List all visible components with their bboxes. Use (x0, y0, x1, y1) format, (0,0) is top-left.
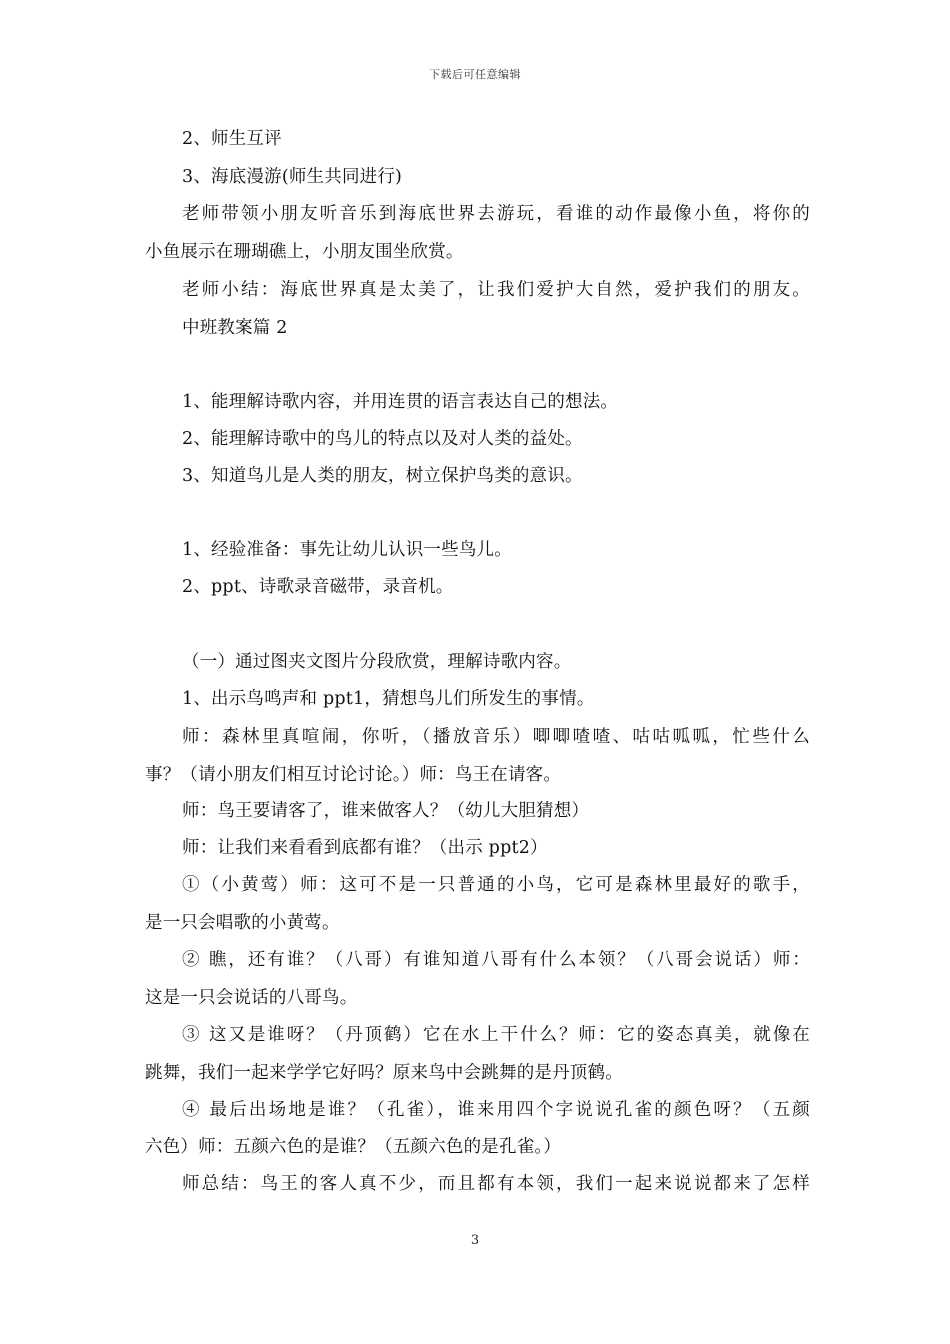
paragraph-line: 跳舞，我们一起来学学它好吗？原来鸟中会跳舞的是丹顶鹤。 (145, 1063, 623, 1083)
page-number: 3 (470, 1233, 480, 1248)
list-item: 1、能理解诗歌内容，并用连贯的语言表达自己的想法。 (182, 392, 619, 412)
list-item: 1、出示鸟鸣声和 ppt1，猜想鸟儿们所发生的事情。 (182, 689, 595, 709)
subsection-title: （一）通过图夹文图片分段欣赏，理解诗歌内容。 (182, 652, 572, 672)
list-item: 1、经验准备：事先让幼儿认识一些鸟儿。 (182, 540, 512, 560)
paragraph-line: ② 瞧，还有谁？（八哥）有谁知道八哥有什么本领？（八哥会说话）师： (182, 950, 810, 970)
paragraph-line: 事？（请小朋友们相互讨论讨论。）师：鸟王在请客。 (145, 765, 562, 785)
paragraph-line: ①（小黄莺）师：这可不是一只普通的小鸟，它可是森林里最好的歌手， (182, 875, 810, 895)
paragraph-line: ④ 最后出场地是谁？（孔雀），谁来用四个字说说孔雀的颜色呀？（五颜 (182, 1100, 810, 1120)
paragraph-line: 师：森林里真喧闹，你听，（播放音乐）唧唧喳喳、咕咕呱呱，忙些什么 (182, 727, 810, 747)
section-title: 中班教案篇 2 (182, 318, 288, 338)
paragraph-line: 小鱼展示在珊瑚礁上，小朋友围坐欣赏。 (145, 242, 464, 262)
list-item: 2、师生互评 (182, 129, 282, 149)
paragraph-line: 师：让我们来看看到底都有谁？（出示 ppt2） (182, 838, 548, 858)
paragraph-line: 六色）师：五颜六色的是谁？（五颜六色的是孔雀。） (145, 1137, 562, 1157)
paragraph-line: 老师小结：海底世界真是太美了，让我们爱护大自然，爱护我们的朋友。 (182, 280, 810, 300)
paragraph-line: 师：鸟王要请客了，谁来做客人？（幼儿大胆猜想） (182, 801, 590, 821)
paragraph-line: 是一只会唱歌的小黄莺。 (145, 913, 340, 933)
paragraph-line: ③ 这又是谁呀？（丹顶鹤）它在水上干什么？师：它的姿态真美，就像在 (182, 1025, 810, 1045)
paragraph-line: 老师带领小朋友听音乐到海底世界去游玩，看谁的动作最像小鱼，将你的 (182, 204, 810, 224)
list-item: 3、海底漫游(师生共同进行) (182, 167, 403, 187)
list-item: 2、能理解诗歌中的鸟儿的特点以及对人类的益处。 (182, 429, 583, 449)
list-item: 3、知道鸟儿是人类的朋友，树立保护鸟类的意识。 (182, 466, 583, 486)
page-header: 下载后可任意编辑 (429, 68, 521, 81)
paragraph-line: 这是一只会说话的八哥鸟。 (145, 988, 358, 1008)
list-item: 2、ppt、诗歌录音磁带，录音机。 (182, 577, 454, 597)
paragraph-line: 师总结：鸟王的客人真不少，而且都有本领，我们一起来说说都来了怎样 (182, 1174, 810, 1194)
